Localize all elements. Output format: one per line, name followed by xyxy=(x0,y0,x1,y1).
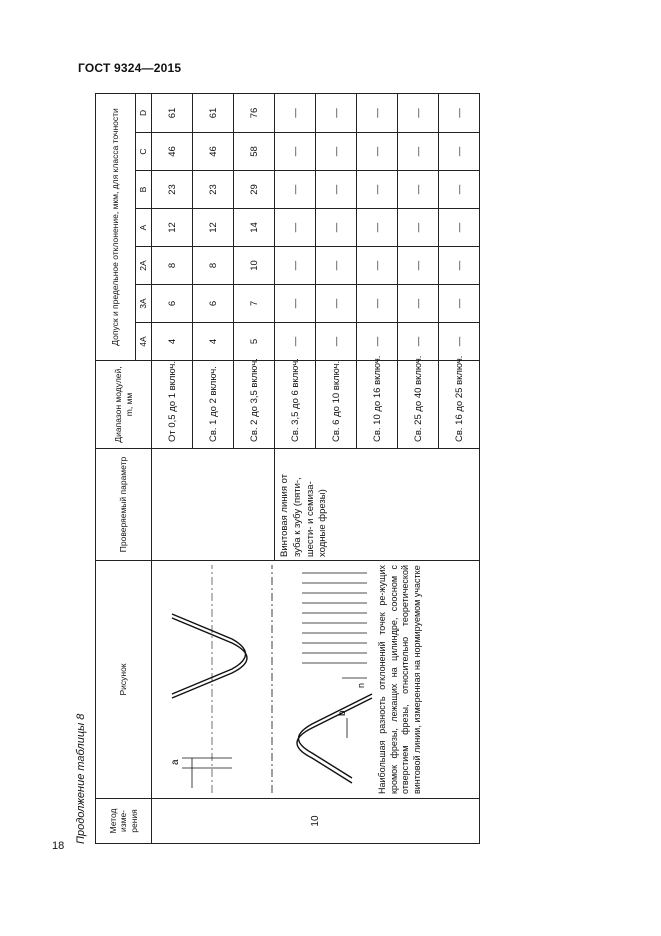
value-c: — xyxy=(439,133,480,171)
page-number: 18 xyxy=(52,840,65,852)
value-d: 76 xyxy=(234,93,275,132)
col-header-range: Диапазон модулей, m, мм xyxy=(96,361,152,449)
value-2a: 10 xyxy=(234,247,275,285)
value-b: — xyxy=(275,171,316,209)
value-a: — xyxy=(316,209,357,247)
value-b: — xyxy=(439,171,480,209)
class-header-d: D xyxy=(136,93,152,132)
value-3a: — xyxy=(439,285,480,323)
value-d: — xyxy=(316,93,357,132)
value-2a: 8 xyxy=(152,247,193,285)
value-2a: — xyxy=(357,247,398,285)
value-2a: 8 xyxy=(193,247,234,285)
range-cell: От 0,5 до 1 включ. xyxy=(152,361,193,449)
col-header-method: Метод изме-рения xyxy=(96,799,152,844)
document-header: ГОСТ 9324—2015 xyxy=(78,61,182,75)
parameter-text: Винтовая линия от зуба к зубу (пяти-, шести- и семиза-ходные фрезы) xyxy=(275,449,480,561)
value-4a: 4 xyxy=(152,323,193,361)
value-2a: — xyxy=(398,247,439,285)
value-3a: — xyxy=(398,285,439,323)
figure-cell xyxy=(152,561,480,799)
value-c: 46 xyxy=(152,133,193,171)
value-c: — xyxy=(398,133,439,171)
value-4a: — xyxy=(316,323,357,361)
value-4a: — xyxy=(275,323,316,361)
value-a: — xyxy=(357,209,398,247)
col-header-tolerance: Допуск и предельное отклонение, мкм, для класса точности xyxy=(96,93,136,360)
range-cell: Св. 10 до 16 включ. xyxy=(357,361,398,449)
value-4a: — xyxy=(439,323,480,361)
tolerance-table xyxy=(95,93,480,844)
tooth-profile-left xyxy=(297,698,372,783)
value-3a: — xyxy=(316,285,357,323)
value-d: — xyxy=(357,93,398,132)
class-header-c: C xyxy=(136,133,152,171)
value-2a: — xyxy=(316,247,357,285)
col-header-parameter: Проверяемый параметр xyxy=(96,449,152,561)
value-b: — xyxy=(316,171,357,209)
value-a: 12 xyxy=(152,209,193,247)
label-n: n xyxy=(356,682,366,688)
class-header-b: B xyxy=(136,171,152,209)
range-cell: Св. 16 до 25 включ. xyxy=(439,361,480,449)
range-cell: Св. 1 до 2 включ. xyxy=(193,361,234,449)
value-2a: — xyxy=(439,247,480,285)
value-4a: — xyxy=(357,323,398,361)
value-a: 14 xyxy=(234,209,275,247)
label-a: a xyxy=(170,759,181,765)
value-c: — xyxy=(275,133,316,171)
value-3a: — xyxy=(357,285,398,323)
value-d: — xyxy=(275,93,316,132)
value-c: 46 xyxy=(193,133,234,171)
parameter-empty xyxy=(152,449,275,561)
class-header-a: A xyxy=(136,209,152,247)
value-c: — xyxy=(357,133,398,171)
value-b: 23 xyxy=(152,171,193,209)
class-header-2a: 2A xyxy=(136,247,152,285)
range-cell: Св. 6 до 10 включ. xyxy=(316,361,357,449)
value-d: 61 xyxy=(152,93,193,132)
value-b: — xyxy=(398,171,439,209)
value-d: 61 xyxy=(193,93,234,132)
value-3a: 6 xyxy=(193,285,234,323)
value-3a: — xyxy=(275,285,316,323)
range-cell: Св. 25 до 40 включ. xyxy=(398,361,439,449)
method-number: 10 xyxy=(152,799,480,844)
value-3a: 6 xyxy=(152,285,193,323)
cutting-edge-hatching xyxy=(302,573,367,663)
value-c: 58 xyxy=(234,133,275,171)
figure-note: Наибольшая разность отклонений точек ре-жущих кромок фрезы, лежащих на цилиндре, соосном с отверстием фрезы, относительно теоретической винтовой линии, измеренная на нормируемом участке xyxy=(377,565,423,794)
value-b: 23 xyxy=(193,171,234,209)
value-c: — xyxy=(316,133,357,171)
value-4a: 5 xyxy=(234,323,275,361)
value-3a: 7 xyxy=(234,285,275,323)
col-header-figure: Рисунок xyxy=(96,561,152,799)
value-d: — xyxy=(439,93,480,132)
value-d: — xyxy=(398,93,439,132)
helix-deviation-figure xyxy=(152,560,377,798)
rotated-table-block xyxy=(75,94,467,844)
value-a: — xyxy=(398,209,439,247)
table-continuation-caption: Продолжение таблицы 8 xyxy=(75,713,87,844)
tooth-profile-left-offset xyxy=(299,694,373,778)
value-a: — xyxy=(439,209,480,247)
value-b: 29 xyxy=(234,171,275,209)
value-4a: 4 xyxy=(193,323,234,361)
range-cell: Св. 2 до 3,5 включ. xyxy=(234,361,275,449)
value-4a: — xyxy=(398,323,439,361)
label-b: b xyxy=(337,710,348,716)
value-a: — xyxy=(275,209,316,247)
class-header-4a: 4A xyxy=(136,323,152,361)
value-a: 12 xyxy=(193,209,234,247)
class-header-3a: 3A xyxy=(136,285,152,323)
range-cell: Св. 3,5 до 6 включ. xyxy=(275,361,316,449)
value-b: — xyxy=(357,171,398,209)
value-2a: — xyxy=(275,247,316,285)
